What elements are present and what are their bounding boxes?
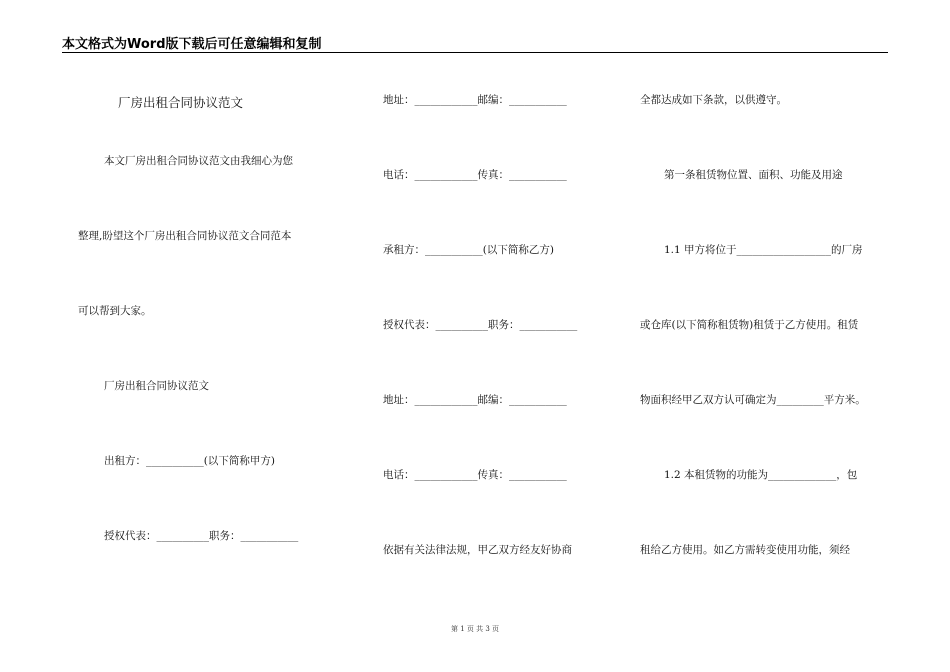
header-divider: [62, 52, 888, 53]
page-number: 第 1 页 共 3 页: [450, 625, 500, 633]
lessor-phone-line: 电话：____________传真：___________: [383, 169, 567, 181]
clause-line: 或仓库(以下简称租赁物)租赁于乙方使用。租赁: [640, 319, 859, 331]
lessor-line: 出租方：___________(以下简称甲方): [104, 455, 275, 467]
document-title: 厂房出租合同协议范文: [118, 95, 244, 110]
paragraph-line: 整理,盼望这个厂房出租合同协议范文合同范本: [78, 230, 292, 242]
section-heading: 厂房出租合同协议范文: [104, 380, 209, 392]
clause-line: 1.2 本租赁物的功能为_____________，包: [664, 469, 858, 481]
lessee-representative-line: 授权代表：__________职务：___________: [383, 319, 578, 331]
lessor-address-line: 地址：____________邮编：___________: [383, 94, 567, 106]
paragraph-line: 本文厂房出租合同协议范文由我细心为您: [104, 155, 293, 167]
lessee-phone-line: 电话：____________传真：___________: [383, 469, 567, 481]
clause-line: 1.1 甲方将位于__________________的厂房: [664, 244, 863, 256]
lessee-line: 承租方：___________(以下简称乙方): [383, 244, 554, 256]
paragraph-line: 依据有关法律法规，甲乙双方经友好协商: [383, 544, 572, 556]
clause-line: 物面积经甲乙双方认可确定为_________平方米。: [640, 394, 866, 406]
document-header: 本文格式为Word版下载后可任意编辑和复制: [62, 37, 322, 52]
lessee-address-line: 地址：____________邮编：___________: [383, 394, 567, 406]
paragraph-line: 全都达成如下条款，以供遵守。: [640, 94, 787, 106]
lessor-representative-line: 授权代表：__________职务：___________: [104, 530, 299, 542]
clause-line: 租给乙方使用。如乙方需转变使用功能，须经: [640, 544, 850, 556]
paragraph-line: 可以帮到大家。: [78, 305, 152, 317]
article-heading: 第一条租赁物位置、面积、功能及用途: [664, 169, 843, 181]
